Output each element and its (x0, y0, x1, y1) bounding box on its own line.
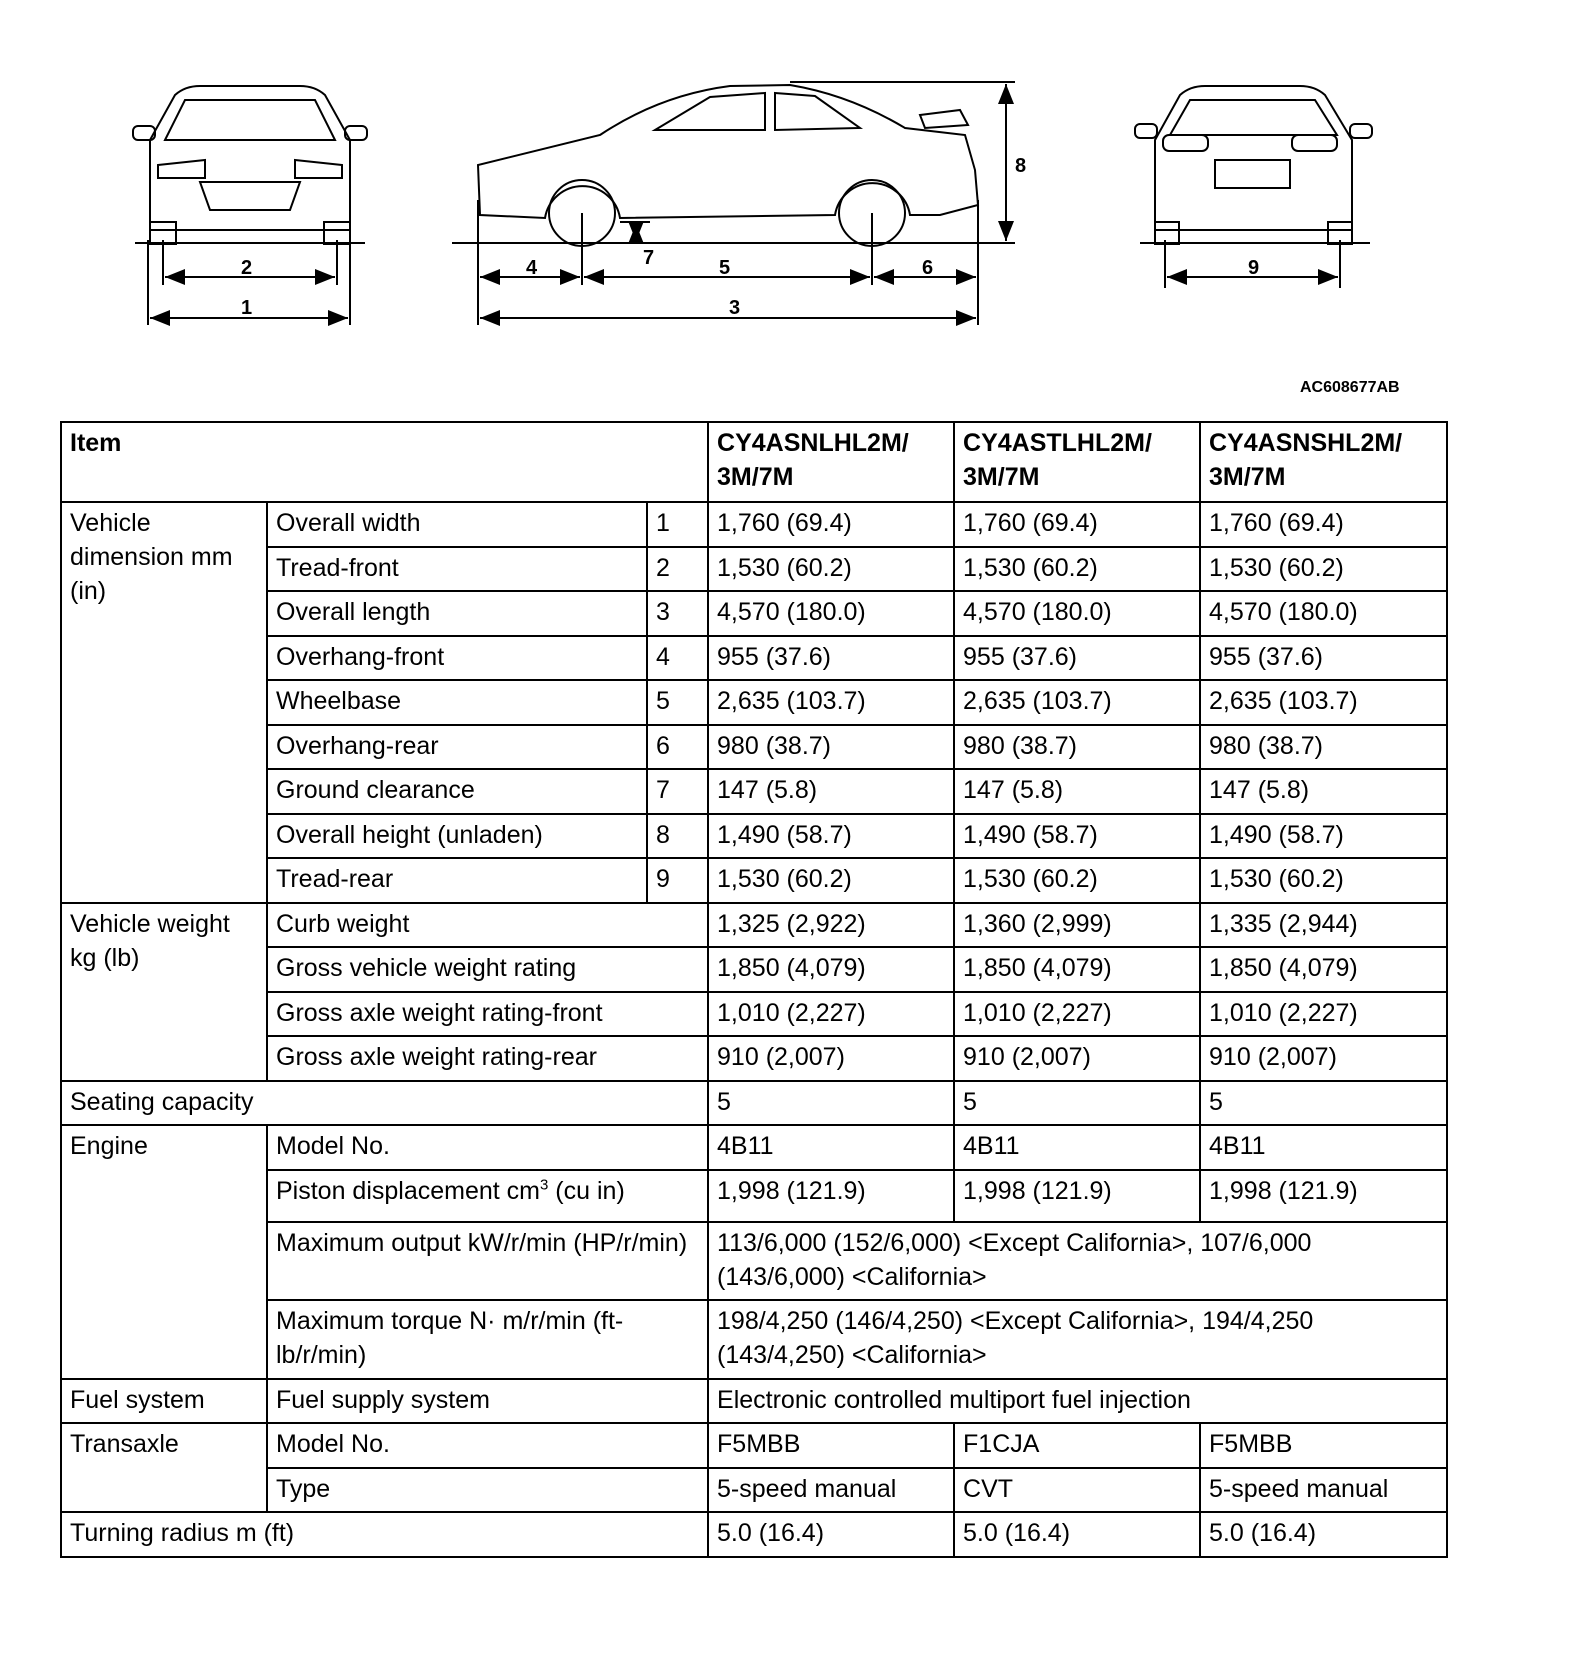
table-row (61, 1512, 1447, 1557)
specifications-table (60, 421, 1448, 1558)
row-label-text: Piston displacement cm (276, 1176, 541, 1205)
value-cell: 1,760 (69.4) (708, 502, 954, 547)
table-row (61, 1379, 1447, 1424)
header-model: CY4ASTLHL2M/ 3M/7M (954, 422, 1200, 502)
value-cell: 2,635 (103.7) (954, 680, 1200, 725)
row-label-text: Model No. (276, 1430, 390, 1458)
row-label (267, 814, 647, 859)
row-label (267, 992, 708, 1037)
value-cell: 147 (5.8) (1200, 769, 1447, 814)
value-cell: F1CJA (954, 1423, 1200, 1468)
value-cell: 1,998 (121.9) (1200, 1170, 1447, 1222)
table-row (61, 858, 1447, 903)
value-cell: 5-speed manual (1200, 1468, 1447, 1513)
value-cell: 5-speed manual (708, 1468, 954, 1513)
value-cell: 910 (2,007) (954, 1036, 1200, 1081)
table-row (61, 814, 1447, 859)
value-cell: 2,635 (103.7) (1200, 680, 1447, 725)
table-row (61, 992, 1447, 1037)
row-label-text: Fuel supply system (276, 1385, 490, 1414)
value-cell: 910 (2,007) (1200, 1036, 1447, 1081)
value-cell: 1,490 (58.7) (708, 814, 954, 859)
row-label-text: Maximum output kW/r/min (HP/r/min) (276, 1228, 688, 1257)
row-label (267, 947, 708, 992)
value-cell: 4B11 (708, 1125, 954, 1170)
row-label (267, 769, 647, 814)
row-label-suffix: (cu in) (548, 1176, 625, 1205)
row-label-text: Wheelbase (276, 687, 402, 715)
value-cell: 5 (1200, 1081, 1447, 1126)
value-cell: 1,530 (60.2) (954, 858, 1200, 903)
table-row (61, 502, 1447, 547)
value-cell: 1,010 (2,227) (708, 992, 954, 1037)
table-row (61, 680, 1447, 725)
row-ref-number: 5 (647, 680, 708, 725)
header-item: Item (61, 422, 708, 502)
value-cell: 147 (5.8) (708, 769, 954, 814)
row-label-text: Model No. (276, 1132, 390, 1160)
row-label (267, 1125, 708, 1170)
row-group-label: Transaxle (61, 1423, 267, 1512)
table-row (61, 1222, 1447, 1300)
value-cell: Electronic controlled multiport fuel injection (708, 1379, 1447, 1424)
value-cell: 1,490 (58.7) (954, 814, 1200, 859)
value-cell: 1,998 (121.9) (954, 1170, 1200, 1222)
value-cell: 4B11 (954, 1125, 1200, 1170)
row-ref-number: 3 (647, 591, 708, 636)
row-group-label: Seating capacity (61, 1081, 708, 1126)
table-header-row (61, 422, 1447, 502)
value-cell: 4,570 (180.0) (954, 591, 1200, 636)
value-cell: 4B11 (1200, 1125, 1447, 1170)
row-label (267, 903, 708, 948)
table-row (61, 636, 1447, 681)
value-cell: 4,570 (180.0) (1200, 591, 1447, 636)
row-label-text: Overall height (unladen) (276, 820, 543, 849)
value-cell: 980 (38.7) (1200, 725, 1447, 770)
row-label (267, 1222, 708, 1300)
table-row (61, 591, 1447, 636)
figure-code: AC608677AB (1300, 379, 1400, 396)
value-cell: 1,325 (2,922) (708, 903, 954, 948)
row-label-text: Overall width (276, 509, 421, 537)
header-model: CY4ASNLHL2M/ 3M/7M (708, 422, 954, 502)
row-ref-number: 8 (647, 814, 708, 859)
value-cell: 1,010 (2,227) (1200, 992, 1447, 1037)
dimension-label-4: 4 (526, 257, 538, 279)
value-cell: 955 (37.6) (708, 636, 954, 681)
value-cell: 1,998 (121.9) (708, 1170, 954, 1222)
dimension-label-7: 7 (643, 247, 655, 269)
value-cell: 910 (2,007) (708, 1036, 954, 1081)
value-cell: CVT (954, 1468, 1200, 1513)
row-label (267, 1036, 708, 1081)
row-label (267, 1468, 708, 1513)
table-row (61, 1468, 1447, 1513)
value-cell: 955 (37.6) (954, 636, 1200, 681)
value-cell: F5MBB (708, 1423, 954, 1468)
value-cell: 1,760 (69.4) (1200, 502, 1447, 547)
dimension-label-9: 9 (1248, 257, 1260, 279)
row-group-label: Engine (61, 1125, 267, 1379)
row-label-text: Type (276, 1474, 331, 1503)
value-cell: 4,570 (180.0) (708, 591, 954, 636)
value-cell: 198/4,250 (146/4,250) <Except California>, 194/4,250 (143/4,250) <California> (708, 1300, 1447, 1379)
row-ref-number: 2 (647, 547, 708, 592)
dimension-label-2: 2 (241, 257, 253, 279)
table-row (61, 1300, 1447, 1379)
value-cell: 2,635 (103.7) (708, 680, 954, 725)
row-label (267, 858, 647, 903)
row-label-text: Gross vehicle weight rating (276, 954, 577, 982)
table-row (61, 1170, 1447, 1222)
row-label (267, 547, 647, 592)
dimension-label-1: 1 (241, 297, 253, 319)
row-label-text: Overhang-front (276, 642, 445, 671)
dimension-label-8: 8 (1015, 155, 1027, 177)
value-cell: 1,760 (69.4) (954, 502, 1200, 547)
row-ref-number: 6 (647, 725, 708, 770)
table-row (61, 1081, 1447, 1126)
row-group-label: Vehicle weight kg (lb) (61, 903, 267, 1081)
table-row (61, 1125, 1447, 1170)
value-cell: 1,850 (4,079) (1200, 947, 1447, 992)
value-cell: F5MBB (1200, 1423, 1447, 1468)
header-model: CY4ASNSHL2M/ 3M/7M (1200, 422, 1447, 502)
value-cell: 5 (954, 1081, 1200, 1126)
value-cell: 980 (38.7) (954, 725, 1200, 770)
table-row (61, 725, 1447, 770)
value-cell: 980 (38.7) (708, 725, 954, 770)
table-row (61, 903, 1447, 948)
table-row (61, 769, 1447, 814)
row-label-text: Gross axle weight rating-front (276, 998, 603, 1027)
row-label (267, 502, 647, 547)
row-label (267, 636, 647, 681)
vehicle-dimension-diagram (0, 0, 1584, 410)
value-cell: 1,530 (60.2) (954, 547, 1200, 592)
value-cell: 113/6,000 (152/6,000) <Except California>, 107/6,000 (143/6,000) <California> (708, 1222, 1447, 1300)
table-row (61, 547, 1447, 592)
side-view-car (478, 85, 978, 246)
row-ref-number: 4 (647, 636, 708, 681)
value-cell: 5 (708, 1081, 954, 1126)
row-group-label: Fuel system (61, 1379, 267, 1424)
row-ref-number: 7 (647, 769, 708, 814)
value-cell: 1,850 (4,079) (954, 947, 1200, 992)
table-row (61, 1423, 1447, 1468)
value-cell: 1,530 (60.2) (708, 858, 954, 903)
row-label-text: Tread-front (276, 553, 399, 582)
row-label (267, 1170, 708, 1222)
front-view-car (133, 86, 367, 244)
value-cell: 5.0 (16.4) (708, 1512, 954, 1557)
row-label-text: Gross axle weight rating-rear (276, 1043, 597, 1071)
row-group-label: Vehicle dimension mm (in) (61, 502, 267, 903)
value-cell: 1,490 (58.7) (1200, 814, 1447, 859)
row-ref-number: 1 (647, 502, 708, 547)
value-cell: 5.0 (16.4) (1200, 1512, 1447, 1557)
row-label-text: Maximum torque N· m/r/min (ft-lb/r/min) (276, 1306, 624, 1369)
value-cell: 1,530 (60.2) (1200, 858, 1447, 903)
row-label (267, 1423, 708, 1468)
dimension-label-6: 6 (922, 257, 934, 279)
row-label-text: Curb weight (276, 909, 410, 938)
row-group-label: Turning radius m (ft) (61, 1512, 708, 1557)
rear-view-car (1135, 86, 1372, 244)
row-label (267, 680, 647, 725)
value-cell: 1,530 (60.2) (1200, 547, 1447, 592)
row-label (267, 1300, 708, 1379)
row-label-text: Tread-rear (276, 865, 394, 893)
table-row (61, 947, 1447, 992)
value-cell: 1,850 (4,079) (708, 947, 954, 992)
value-cell: 1,010 (2,227) (954, 992, 1200, 1037)
dimension-label-3: 3 (729, 297, 741, 319)
value-cell: 5.0 (16.4) (954, 1512, 1200, 1557)
row-label (267, 1379, 708, 1424)
value-cell: 1,360 (2,999) (954, 903, 1200, 948)
row-label-text: Ground clearance (276, 776, 475, 804)
superscript: 3 (540, 1176, 549, 1194)
value-cell: 1,530 (60.2) (708, 547, 954, 592)
value-cell: 955 (37.6) (1200, 636, 1447, 681)
value-cell: 147 (5.8) (954, 769, 1200, 814)
row-ref-number: 9 (647, 858, 708, 903)
row-label-text: Overhang-rear (276, 731, 439, 760)
row-label-text: Overall length (276, 598, 431, 626)
dimension-label-5: 5 (719, 257, 731, 279)
table-row (61, 1036, 1447, 1081)
row-label (267, 591, 647, 636)
row-label (267, 725, 647, 770)
value-cell: 1,335 (2,944) (1200, 903, 1447, 948)
